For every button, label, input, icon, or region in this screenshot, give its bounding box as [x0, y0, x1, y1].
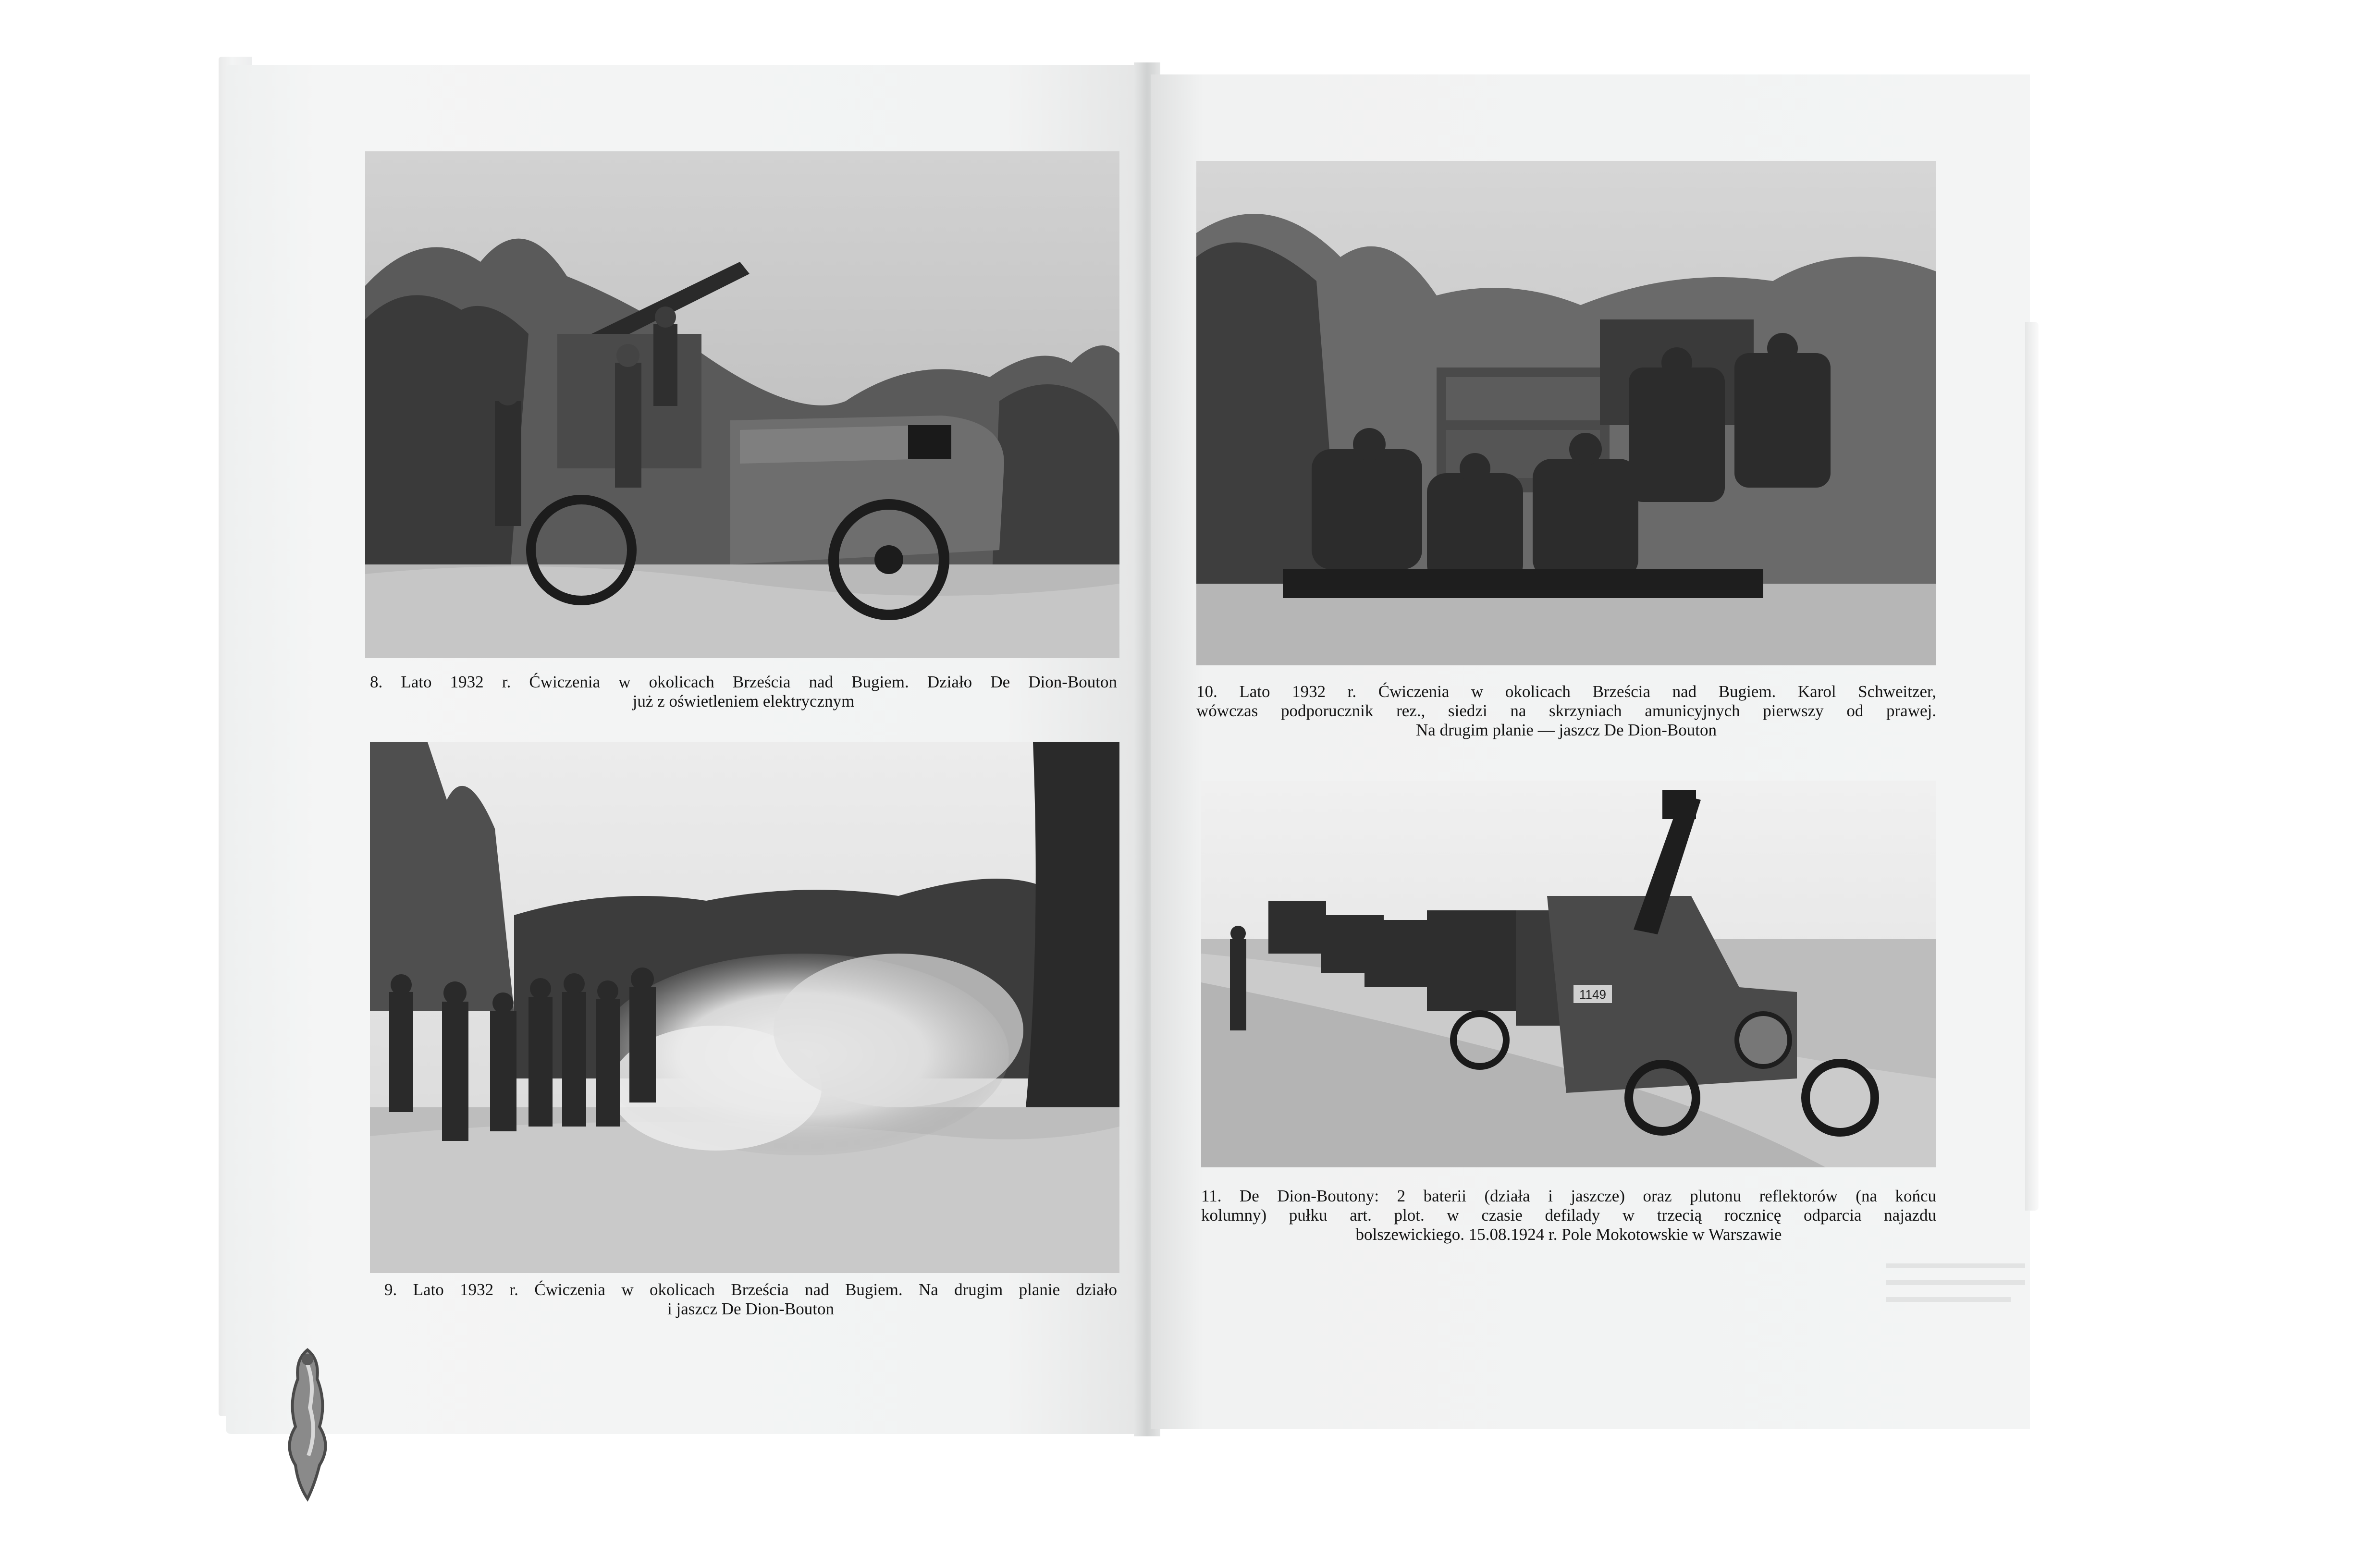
caption-8-line-1: 8. Lato 1932 r. Ćwiczenia w okolicach Brześcia nad Bugiem. Działo De Dion-Bouton [370, 673, 1117, 691]
caption-10-line-3: Na drugim planie — jaszcz De Dion-Bouton [1416, 721, 1717, 739]
caption-8-line-2: już z oświetleniem elektrycznym [632, 692, 855, 710]
caption-9-line-1: 9. Lato 1932 r. Ćwiczenia w okolicach Brześcia nad Bugiem. Na drugim planie działo [384, 1280, 1117, 1299]
photo-9-soldiers-and-smoke [370, 742, 1119, 1273]
caption-10 [1196, 682, 1936, 740]
page-edge-tab [2025, 322, 2039, 1211]
metal-bookmark [274, 1345, 341, 1504]
bleed-through-text [1886, 1259, 2030, 1316]
plate-1149: 1149 [1579, 987, 1606, 1002]
caption-10-line-2: wówczas podporucznik rez., siedzi na skrzyniach amunicyjnych pierwszy od prawej. [1196, 701, 1936, 720]
caption-8 [370, 673, 1117, 711]
caption-11 [1201, 1187, 1936, 1244]
caption-9-line-2: i jaszcz De Dion-Bouton [667, 1299, 834, 1318]
caption-11-line-3: bolszewickiego. 15.08.1924 r. Pole Mokotowskie w Warszawie [1355, 1225, 1782, 1244]
caption-11-line-1: 11. De Dion-Boutony: 2 baterii (działa i jaszcze) oraz plutonu reflektorów (na końcu [1201, 1187, 1936, 1205]
caption-9 [384, 1280, 1117, 1319]
photo-11-vehicle-column-parade [1201, 781, 1936, 1167]
photo-8-anti-aircraft-gun-truck [365, 151, 1119, 658]
caption-11-line-2: kolumny) pułku art. plot. w czasie defilady w trzecią rocznicę odparcia najazdu [1201, 1206, 1936, 1225]
photo-10-soldiers-resting-on-crates [1196, 161, 1936, 665]
caption-10-line-1: 10. Lato 1932 r. Ćwiczenia w okolicach Brześcia nad Bugiem. Karol Schweitzer, [1196, 682, 1936, 701]
